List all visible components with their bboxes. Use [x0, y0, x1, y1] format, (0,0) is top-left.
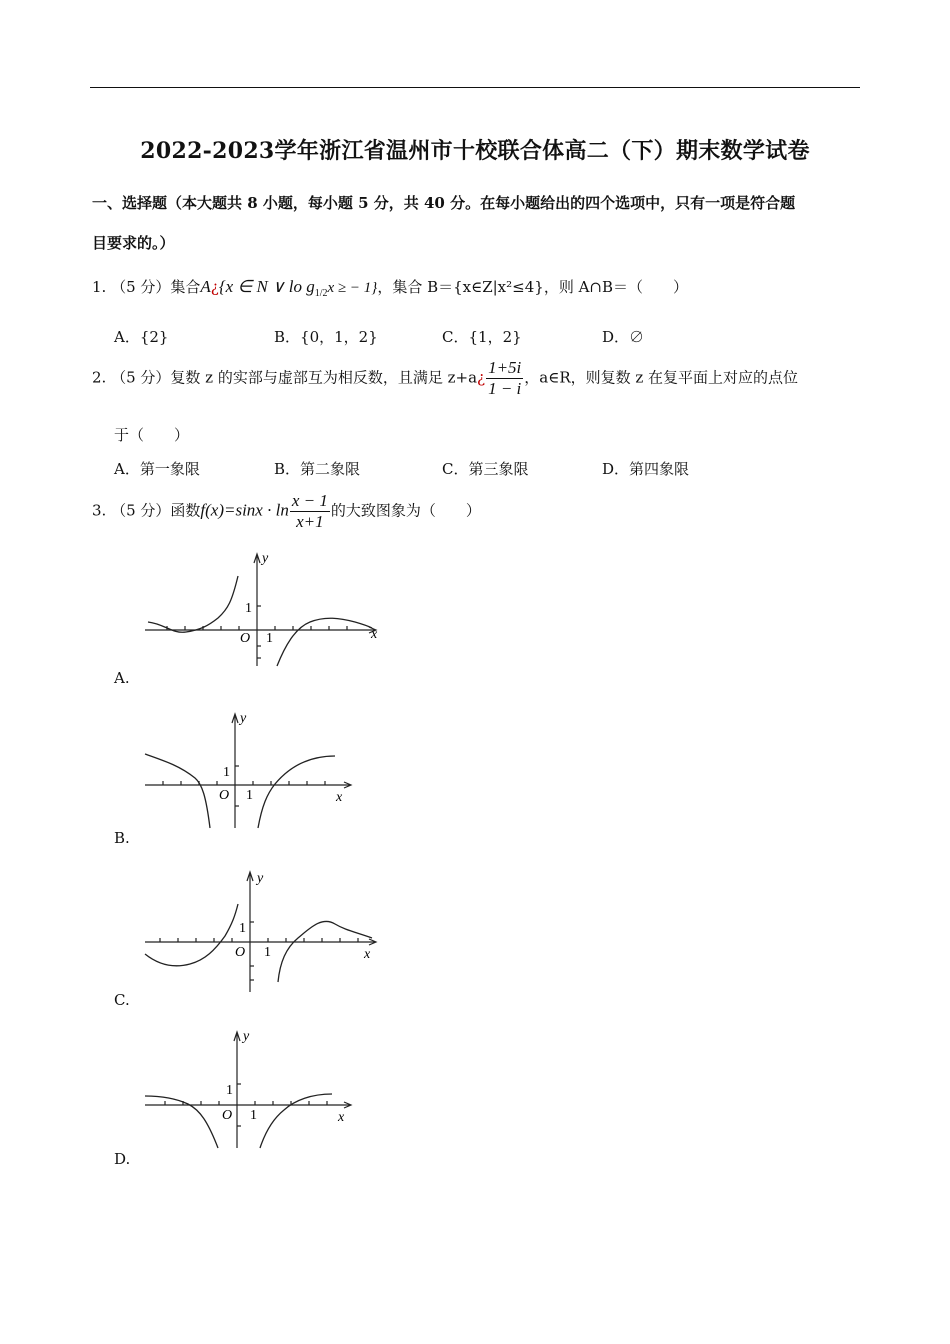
- page-title: 2022-2023学年浙江省温州市十校联合体高二（下）期末数学试卷: [140, 138, 810, 164]
- q3-option-c[interactable]: C.: [114, 991, 130, 1009]
- q3-frac-den: x+1: [296, 512, 324, 531]
- x-label: x: [338, 1110, 345, 1125]
- curve-right: [260, 1094, 332, 1148]
- graph-option-a: [140, 546, 390, 671]
- q1-log-base: 1/2: [314, 288, 328, 299]
- curve-right: [277, 618, 372, 666]
- q3-function: f(x)=sinx · ln: [200, 500, 289, 520]
- curve-right: [278, 921, 372, 982]
- header-rule: [90, 87, 860, 88]
- y-label: y: [243, 1029, 250, 1044]
- q2-line2: 于（ ）: [114, 426, 190, 444]
- one-x-label: 1: [250, 1108, 257, 1123]
- question-3: [92, 491, 481, 532]
- q2-fraction: [486, 358, 523, 399]
- question-2: [92, 358, 798, 399]
- q1-score: （5 分）集合: [111, 278, 201, 296]
- y-label: y: [262, 551, 269, 566]
- q3-text-after: 的大致图象为（ ）: [330, 501, 481, 520]
- section-heading-line1: 一、选择题（本大题共 8 小题，每小题 5 分，共 40 分。在每小题给出的四个选项中，只有一项是符合题: [92, 194, 796, 212]
- q2-frac-num: 1+5i: [488, 358, 522, 377]
- curve-left: [145, 1096, 218, 1148]
- x-label: x: [364, 947, 371, 962]
- q3-option-a[interactable]: A.: [114, 669, 130, 687]
- q3-fraction: [290, 491, 330, 532]
- graph-option-c: [140, 866, 390, 996]
- origin-label: O: [240, 631, 251, 646]
- q1-number: 1.: [92, 278, 107, 296]
- q1-set-a-tail: x ≥ − 1}: [327, 280, 378, 296]
- q1-glyph: ¿: [210, 278, 219, 296]
- q1-option-c[interactable]: C．{1，2}: [442, 328, 522, 346]
- origin-label: O: [235, 945, 246, 960]
- question-1: [92, 276, 688, 299]
- y-ticks: [235, 766, 239, 806]
- q2-option-b[interactable]: B．第二象限: [274, 460, 361, 478]
- y-label: y: [257, 871, 264, 886]
- q1-option-a[interactable]: A．{2}: [114, 328, 169, 346]
- curve-right: [258, 756, 335, 828]
- curve-left: [145, 904, 238, 966]
- q2-option-c[interactable]: C．第三象限: [442, 460, 529, 478]
- q2-option-a[interactable]: A．第一象限: [114, 460, 200, 478]
- y-ticks: [257, 606, 261, 658]
- q3-option-b[interactable]: B.: [114, 829, 130, 847]
- q2-frac-den: 1 − i: [488, 379, 522, 398]
- y-ticks: [250, 922, 254, 980]
- q2-number: 2.: [92, 368, 107, 387]
- curve-left: [145, 754, 210, 828]
- x-label: x: [371, 627, 378, 642]
- q2-option-d[interactable]: D．第四象限: [602, 460, 690, 478]
- q2-text-after: ，a∈R，则复数 z 在复平面上对应的点位: [524, 368, 799, 387]
- graph-option-d: [140, 1026, 370, 1151]
- q1-set-a-body: {x ∈ N ∨ lo g: [218, 277, 315, 296]
- one-x-label: 1: [266, 631, 273, 646]
- origin-label: O: [219, 788, 230, 803]
- q1-option-d[interactable]: D．∅: [602, 328, 645, 346]
- q3-number: 3.: [92, 501, 107, 520]
- q2-glyph: ¿: [477, 368, 486, 387]
- y-label: y: [240, 711, 247, 726]
- one-y-label: 1: [245, 601, 252, 616]
- q1-set-a: A: [200, 277, 211, 296]
- q1-rest: ，集合 B＝{x∈Z|x²≤4}，则 A∩B＝（ ）: [377, 278, 689, 296]
- q3-text-before: （5 分）函数: [111, 501, 201, 520]
- q2-text-before: （5 分）复数 z 的实部与虚部互为相反数，且满足 z+a: [111, 368, 478, 387]
- q3-frac-num: x − 1: [291, 491, 328, 510]
- origin-label: O: [222, 1108, 233, 1123]
- q3-option-d[interactable]: D.: [114, 1150, 131, 1168]
- section-heading-line2: 目要求的。）: [92, 234, 175, 252]
- x-label: x: [336, 790, 343, 805]
- one-y-label: 1: [223, 765, 230, 780]
- one-y-label: 1: [226, 1083, 233, 1098]
- q1-option-b[interactable]: B．{0，1，2}: [274, 328, 378, 346]
- graph-option-b: [140, 706, 370, 831]
- one-x-label: 1: [264, 945, 271, 960]
- curve-left: [148, 576, 238, 632]
- one-y-label: 1: [239, 921, 246, 936]
- one-x-label: 1: [246, 788, 253, 803]
